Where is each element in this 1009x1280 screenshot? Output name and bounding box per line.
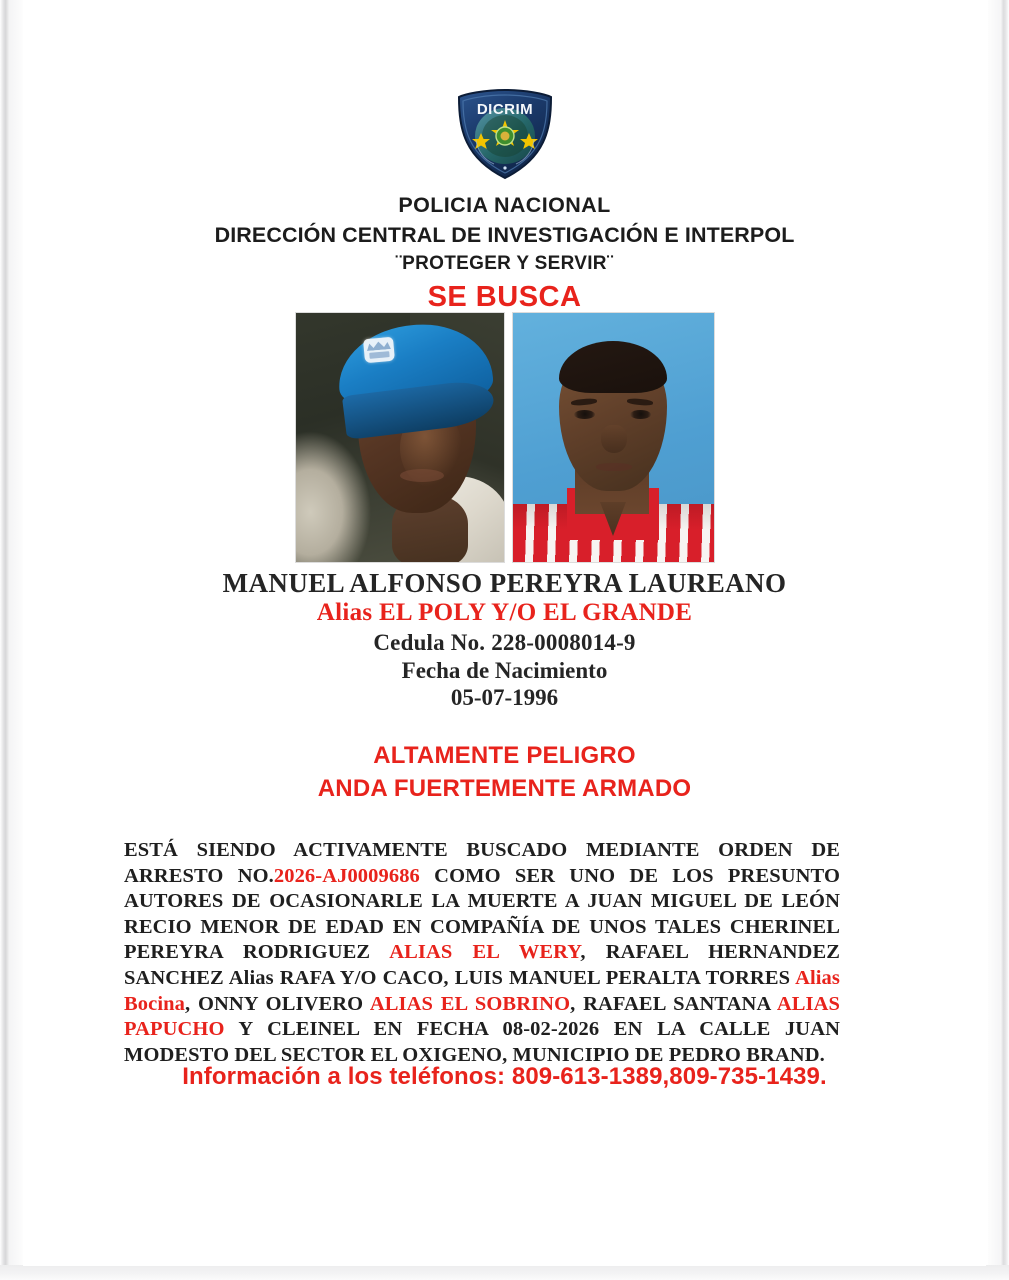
nose [601,425,627,453]
suspect-cedula: Cedula No. 228-0008014-9 [373,630,636,655]
body-segment-3: ALIAS EL WERY [389,941,581,964]
birth-date-value: 05-07-1996 [450,685,559,710]
mouth [596,463,632,471]
birth-date-label: Fecha de Nacimiento [401,658,608,683]
eye-right [630,410,651,419]
body-segment-7: ALIAS EL SOBRINO [369,992,571,1015]
body-segment-6: , ONNY OLIVERO [184,992,370,1015]
suspect-full-name: MANUEL ALFONSO PEREYRA LAUREANO [222,568,787,598]
contact-phone-line: Información a los teléfonos: 809-613-1389,809-735-1439. [182,1063,827,1090]
agency-name: POLICIA NACIONAL [398,193,611,217]
dicrim-shield-icon [452,88,558,180]
motto: ¨PROTEGER Y SERVIR¨ [395,253,614,274]
body-segment-8: , RAFAEL SANTANA [570,992,777,1015]
danger-warning-1: ALTAMENTE PELIGRO [373,742,636,769]
suspect-photo-casual [296,313,504,562]
cap-crown-emblem-icon [363,337,395,364]
body-segment-4: , RAFAEL HERNANDEZ SANCHEZ Alias RAFA Y/O CACO, LUIS MANUEL PERALTA TORRES [124,941,841,989]
svg-text:DICRIM: DICRIM [476,101,533,118]
page-edge-bottom [0,1265,1009,1280]
suspect-photo-id [513,313,714,562]
lips [400,469,444,482]
body-segment-9: ALIAS PAPUCHO [124,992,840,1041]
department-name: DIRECCIÓN CENTRAL DE INVESTIGACIÓN E INTERPOL [214,223,795,247]
body-segment-0: ESTÁ SIENDO ACTIVAMENTE BUSCADO MEDIANTE ORDEN DE ARRESTO NO. [124,839,840,887]
body-segment-5: Alias Bocina [124,966,840,1015]
suspect-alias: Alias EL POLY Y/O EL GRANDE [316,599,693,626]
suspect-photos [0,313,1009,562]
body-segment-2: COMO SER UNO DE LOS PRESUNTO AUTORES DE OCASIONARLE LA MUERTE A JUAN MIGUEL DE LEÓN RECIO MENOR DE EDAD EN COMPAÑÍA DE UNOS TALES CHERINEL PEREYRA RODRIGUEZ [124,864,840,964]
eye-left [574,410,595,419]
crest-container [0,88,1009,180]
body-segment-1: 2026-AJ0009686 [273,864,420,887]
danger-warning-2: ANDA FUERTEMENTE ARMADO [317,775,692,802]
body-segment-10: Y CLEINEL EN FECHA 08-02-2026 EN LA CALLE JUAN MODESTO DEL SECTOR EL OXIGENO, MUNICIPIO DE PEDRO BRAND. [124,1018,840,1066]
wanted-banner: SE BUSCA [427,281,582,313]
case-description-paragraph [124,838,840,1068]
